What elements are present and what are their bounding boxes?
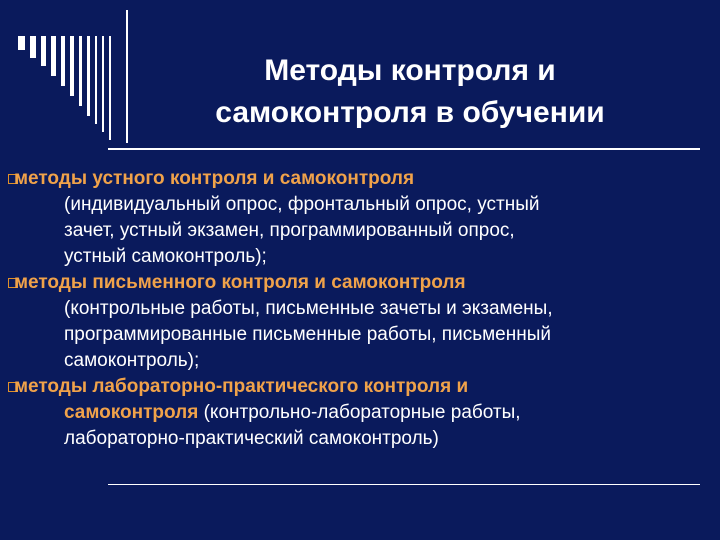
stripe — [70, 36, 74, 96]
list-item-highlight: методы лабораторно-практического контроля и — [14, 376, 469, 397]
stripe — [79, 36, 82, 106]
title-line-1: Методы контроля и — [264, 54, 556, 87]
list-item-text — [14, 374, 704, 452]
stripe — [41, 36, 46, 66]
list-item-line: (индивидуальный опрос, фронтальный опрос, устный — [64, 194, 540, 215]
list-item-line: зачет, устный экзамен, программированный опрос, — [64, 220, 515, 241]
list-item-tail: (контрольно-лабораторные работы, — [198, 402, 521, 423]
list-item-first-line — [14, 270, 654, 296]
list-item-text — [14, 166, 704, 270]
vertical-stripes-decoration — [18, 36, 138, 144]
stripe — [61, 36, 65, 86]
list-item-first-line — [14, 166, 654, 192]
stripe — [18, 36, 25, 50]
list-item-highlight: методы письменного контроля и самоконтроля — [14, 272, 466, 293]
list-item-first-line — [14, 374, 654, 400]
slide-title — [150, 50, 670, 134]
title-line-2: самоконтроля в обучении — [215, 96, 605, 129]
stripe — [109, 36, 111, 140]
list-item-highlight: самоконтроля — [64, 402, 199, 423]
list-item-highlight: методы устного контроля и самоконтроля — [14, 168, 415, 189]
list-item-line: лабораторно-практический самоконтроль) — [64, 428, 439, 449]
list-item-line: программированные письменные работы, письменный — [64, 324, 551, 345]
stripe — [51, 36, 56, 76]
list-item-text — [14, 270, 704, 374]
footer-divider — [108, 484, 700, 485]
stripe — [30, 36, 36, 58]
list-item-line — [64, 400, 704, 426]
title-divider — [108, 148, 700, 150]
stripe — [87, 36, 90, 116]
stripe — [102, 36, 104, 132]
list-item-line: самоконтроль); — [64, 350, 200, 371]
list-item-line: устный самоконтроль); — [64, 246, 267, 267]
list-item-line: (контрольные работы, письменные зачеты и экзамены, — [64, 298, 553, 319]
stripe — [95, 36, 97, 124]
vertical-divider — [126, 10, 128, 143]
